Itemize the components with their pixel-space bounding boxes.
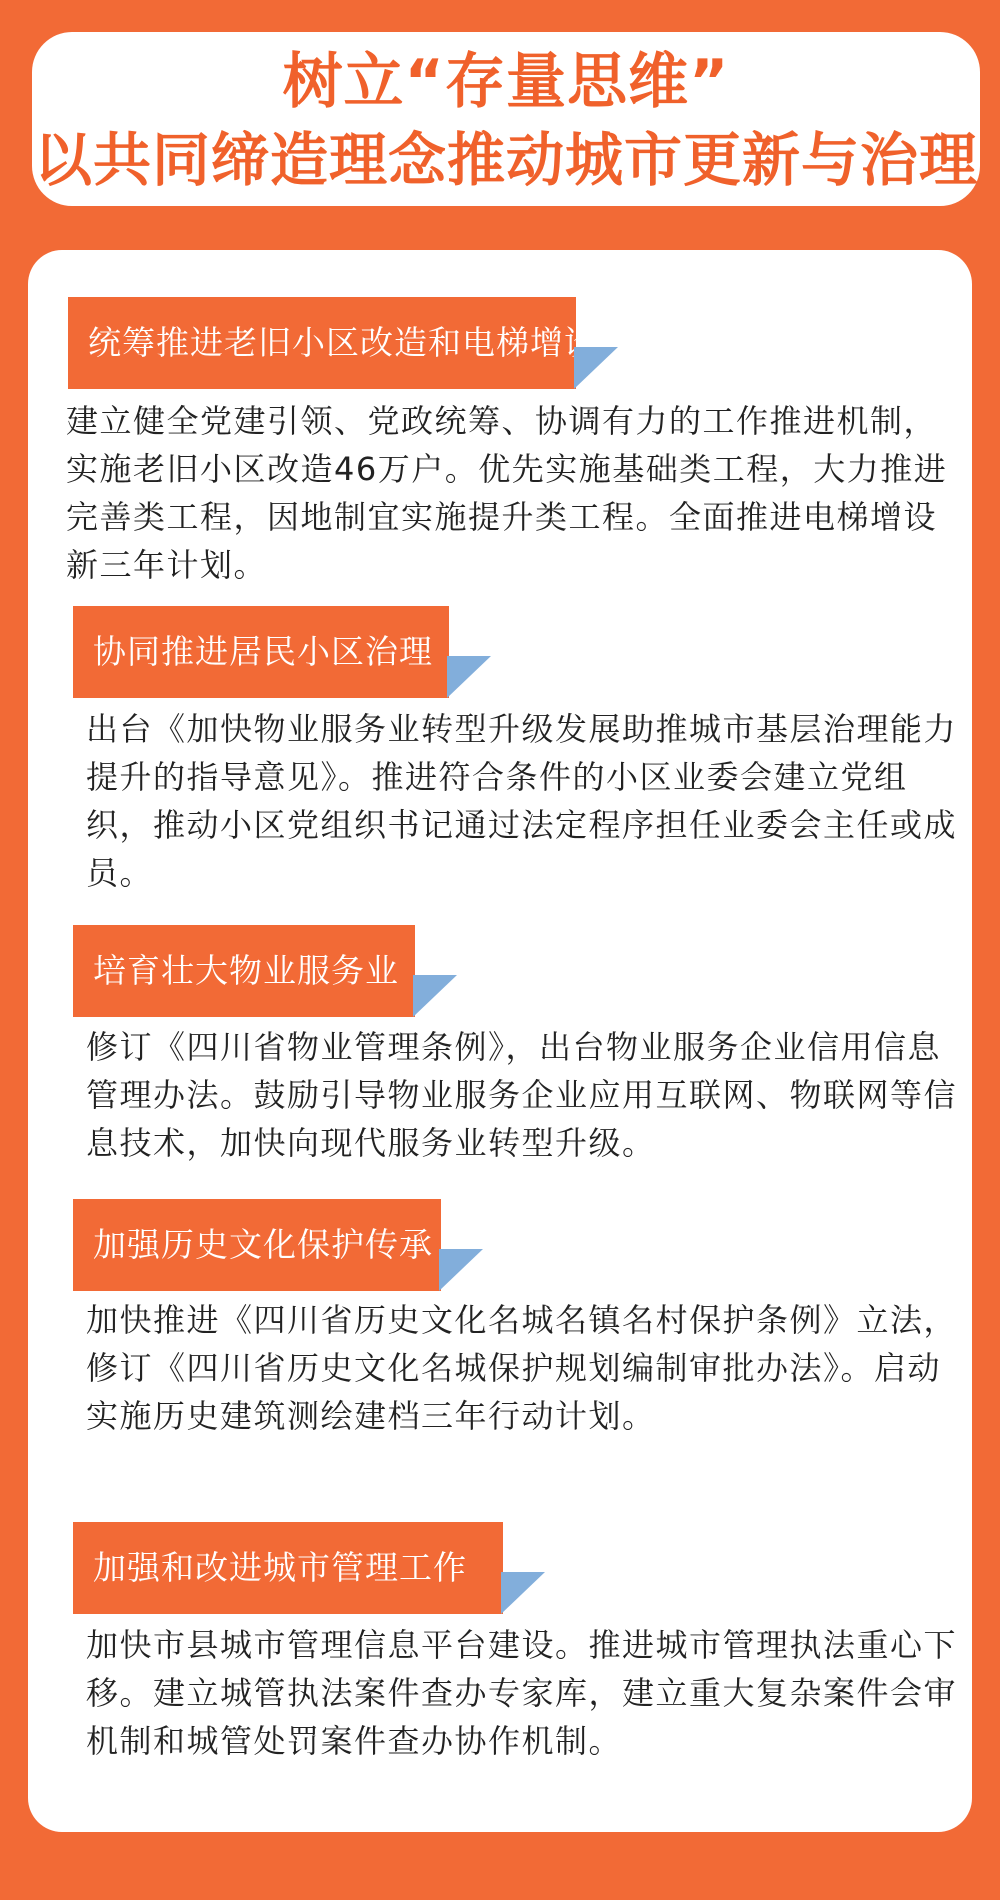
- page-title-line-2: 以共同缔造理念推动城市更新与治理: [33, 126, 978, 194]
- section-heading: 统筹推进老旧小区改造和电梯增设: [68, 297, 576, 389]
- content-card: [28, 250, 972, 1832]
- tag-corner-decoration: [501, 1572, 545, 1614]
- section-body: 修订《四川省物业管理条例》，出台物业服务企业信用信息管理办法。鼓励引导物业服务企业应用互联网、物联网等信息技术，加快向现代服务业转型升级。: [86, 1028, 958, 1162]
- section-body: 建立健全党建引领、党政统筹、协调有力的工作推进机制，实施老旧小区改造46万户。优先实施基础类工程，大力推进完善类工程，因地制宜实施提升类工程。全面推进电梯增设新三年计划。: [66, 402, 948, 584]
- section-heading: 协同推进居民小区治理: [73, 606, 449, 698]
- section-heading-tag: [68, 297, 620, 393]
- section-body: 加快市县城市管理信息平台建设。推进城市管理执法重心下移。建立城管执法案件查办专家库，建立重大复杂案件会审机制和城管处罚案件查办协作机制。: [86, 1626, 958, 1760]
- tag-corner-decoration: [574, 347, 618, 389]
- section-heading-tag: [73, 606, 493, 702]
- section-heading: 加强和改进城市管理工作: [73, 1522, 503, 1614]
- section-heading-tag: [73, 925, 459, 1021]
- tag-corner-decoration: [413, 975, 457, 1017]
- section-body: 加快推进《四川省历史文化名城名镇名村保护条例》立法，修订《四川省历史文化名城保护规划编制审批办法》。启动实施历史建筑测绘建档三年行动计划。: [86, 1301, 958, 1435]
- section-heading: 加强历史文化保护传承: [73, 1199, 441, 1291]
- title-card: [32, 32, 980, 206]
- section-heading-tag: [73, 1522, 547, 1618]
- section-heading-tag: [73, 1199, 485, 1295]
- section-heading: 培育壮大物业服务业: [73, 925, 415, 1017]
- page-title-line-1: 树立“存量思维”: [282, 47, 730, 117]
- tag-corner-decoration: [439, 1249, 483, 1291]
- section-body: 出台《加快物业服务业转型升级发展助推城市基层治理能力提升的指导意见》。推进符合条件的小区业委会建立党组织，推动小区党组织书记通过法定程序担任业委会主任或成员。: [86, 710, 958, 892]
- tag-corner-decoration: [447, 656, 491, 698]
